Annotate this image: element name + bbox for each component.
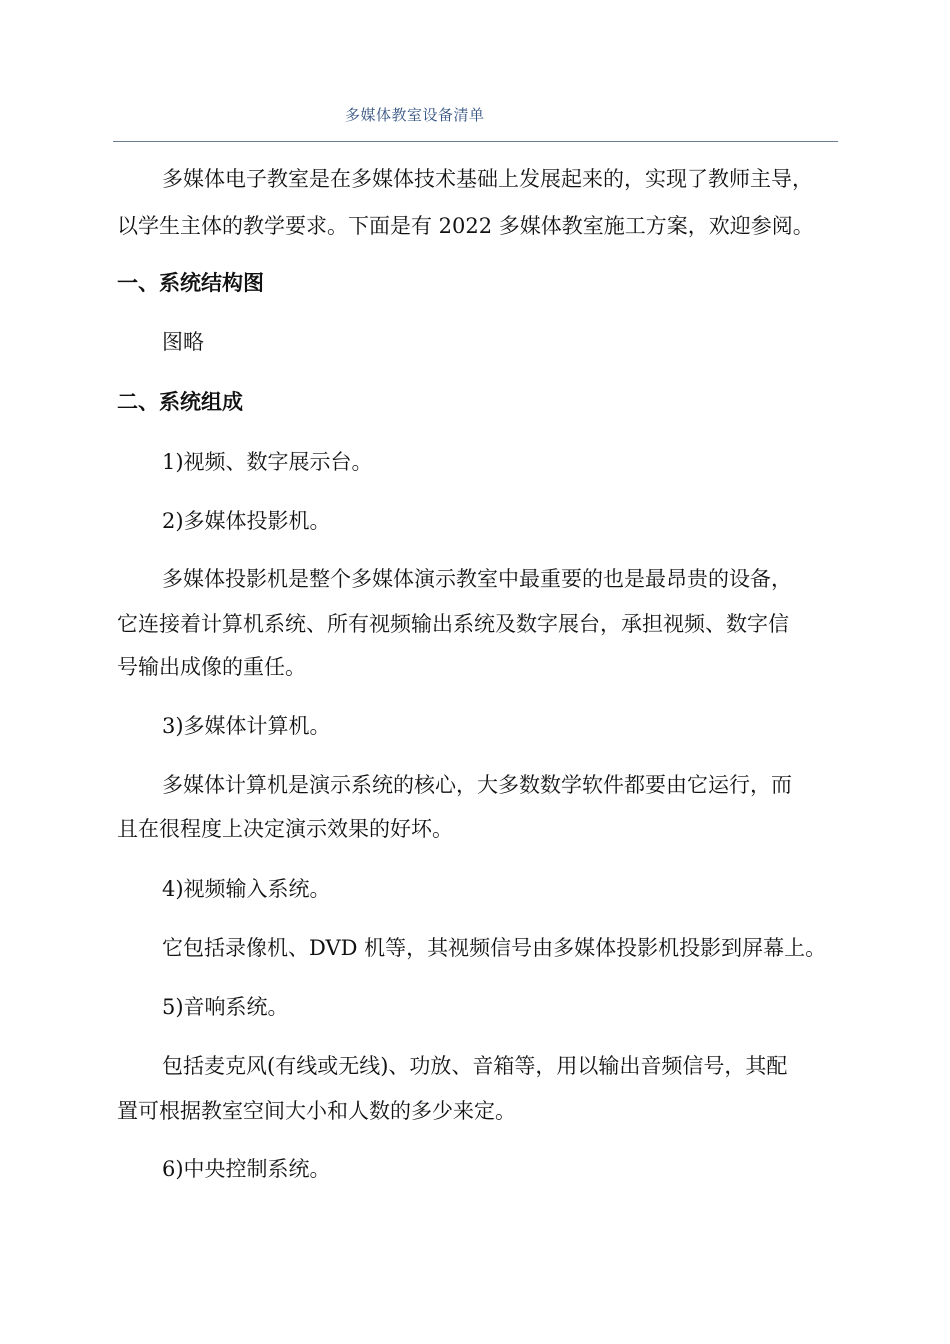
projector-para-line-2: 它连接着计算机系统、所有视频输出系统及数字展台，承担视频、数字信 bbox=[117, 612, 789, 636]
projector-para-line-3: 号输出成像的重任。 bbox=[117, 655, 306, 679]
section-1-text: 图略 bbox=[162, 330, 204, 354]
list-item-5: 5)音响系统。 bbox=[162, 995, 289, 1019]
list-item-2: 2)多媒体投影机。 bbox=[162, 509, 331, 533]
audio-para-line-1: 包括麦克风(有线或无线)、功放、音箱等，用以输出音频信号，其配 bbox=[162, 1054, 788, 1078]
section-heading-1: 一、系统结构图 bbox=[117, 270, 264, 295]
computer-para-line-2: 且在很程度上决定演示效果的好坏。 bbox=[117, 817, 453, 841]
list-item-1: 1)视频、数字展示台。 bbox=[162, 450, 373, 474]
section-heading-2: 二、系统组成 bbox=[117, 389, 243, 414]
page-header-title: 多媒体教室设备清单 bbox=[345, 106, 485, 124]
list-item-6: 6)中央控制系统。 bbox=[162, 1157, 331, 1181]
projector-para-line-1: 多媒体投影机是整个多媒体演示教室中最重要的也是最昂贵的设备， bbox=[162, 567, 792, 591]
list-item-4: 4)视频输入系统。 bbox=[162, 877, 331, 901]
audio-para-line-2: 置可根据教室空间大小和人数的多少来定。 bbox=[117, 1099, 516, 1123]
intro-line-2: 以学生主体的教学要求。下面是有 2022 多媒体教室施工方案，欢迎参阅。 bbox=[117, 214, 814, 238]
video-input-para-line-1: 它包括录像机、DVD 机等，其视频信号由多媒体投影机投影到屏幕上。 bbox=[162, 936, 827, 960]
intro-line-1: 多媒体电子教室是在多媒体技术基础上发展起来的，实现了教师主导， bbox=[162, 167, 813, 191]
list-item-3: 3)多媒体计算机。 bbox=[162, 714, 331, 738]
computer-para-line-1: 多媒体计算机是演示系统的核心，大多数数学软件都要由它运行，而 bbox=[162, 773, 792, 797]
